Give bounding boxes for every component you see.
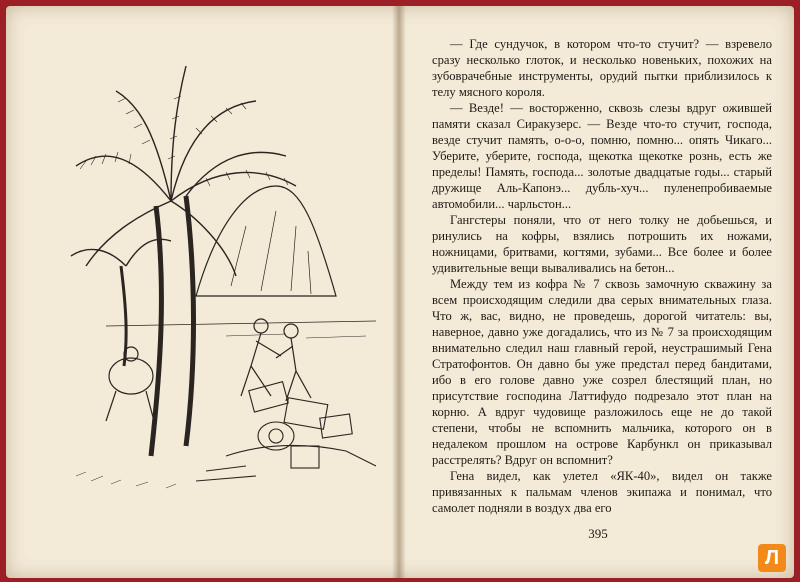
page-number: 395 [588,526,608,541]
paragraph: — Везде! — восторженно, сквозь слезы вдруг ожившей памяти сказал Сиракузерс. — Везде что-то стучит, господа, везде стучит память, о-о-о, помню, помню... опять Чикаго... Уберите, уберите, господа, щекотка щекотке рознь, есть же пределы! Память, господа... золотые двадцатые годы... старый дружище Аль-Капонэ... дубль-хуч... пуленепробиваемые автомобили... чарльстон... [432,101,772,211]
labirint-logo-badge: Л [758,544,786,572]
paragraph: Между тем из кофра № 7 сквозь замочную скважину за всем происходящим следили два серых внимательных глаза. Что ж, вас, видно, не проведешь, дорогой читатель: вы, наверное, давно уже догадались, что из № 7 за происходящим внимательно следил наш главный герой, неустрашимый Гена Стратофонтов. Он давно бы уже предстал перед бандитами, ибо в его голове давно уже созрел блестящий план, но присутствие господина Латтифудо подрезало этот план на корню. А вдруг чудовище разложилось еще не до такой степени, чтобы не вспомнить мальчика, которого он в недалеком прошлом на острове Карбункл он приказывал расстрелять? Вдруг он вспомнит? [432,277,772,467]
right-page [402,6,794,578]
paragraph: Гангстеры поняли, что от него толку не добьешься, и ринулись на кофры, взялись потрошить их ножами, ножницами, бритвами, когтями, зубами... Все более и более удивительные вещи вываливались на бетон... [432,213,772,275]
paragraph: Гена видел, как улетел «ЯК-40», видел он также привязанных к пальмам членов экипажа и понимал, что самолет подняли в воздух два его [432,469,772,515]
body-text [432,36,772,516]
illustration-palm-island [46,36,396,496]
left-page [6,6,398,578]
paragraph: — Где сундучок, в котором что-то стучит? — взревело сразу несколько глоток, и несколько новеньких, похожих на зубоврачебные инструменты, орудий пытки приблизилось к телу мясного короля. [432,37,772,99]
